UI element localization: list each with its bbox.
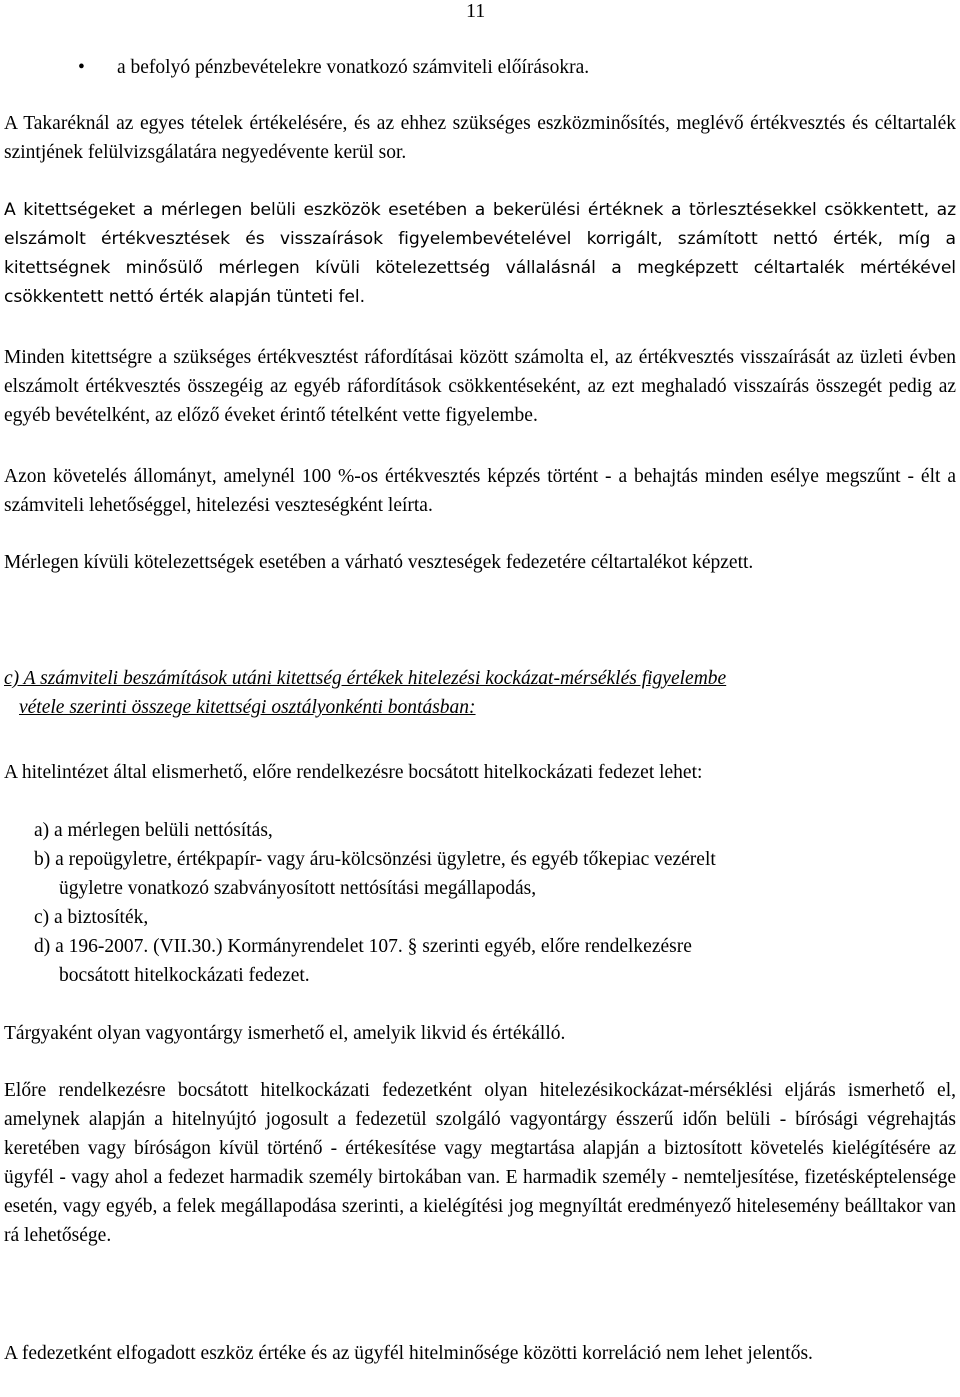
bullet-dot-icon: • (78, 57, 85, 78)
list-item-b (34, 845, 956, 903)
paragraph-impairment: Minden kitettségre a szükséges értékvesztést ráfordításai között számolta el, az értékvesztés visszaírását az üzleti évben elszámolt értékvesztés összegéig az egyéb ráfordítások csökkentéseként, az ezt meghaladó visszaírás összegét pedig az egyéb bevételként, az előző éveket érintő tételként vette figyelembe. (4, 347, 956, 426)
paragraph-exposures: A kitettségeket a mérlegen belüli eszközök esetében a bekerülési értéknek a törlesztésekkel csökkentett, az elszámolt értékvesztések és visszaírások figyelembevételével korrigált, számított nettó érték, míg a kitettségnek minősülő mérlegen kívüli kötelezettség vállalásnál a megképzett céltartalék mértékével csökkentett nettó érték alapján tünteti fel. (4, 200, 956, 307)
paragraph-review: A Takaréknál az egyes tételek értékelésére, és az ehhez szükséges eszközminősítés, meglévő értékvesztés és céltartalék szintjének felülvizsgálatára negyedévente kerül sor. (4, 113, 956, 163)
section-heading-continuation: vétele szerinti összege kitettségi osztályonkénti bontásban: (19, 697, 476, 718)
paragraph-credit-protection: A hitelintézet által elismerhető, előre rendelkezésre bocsátott hitelkockázati fedezet lehet: (4, 762, 703, 783)
paragraph-funded-protection: Előre rendelkezésre bocsátott hitelkockázati fedezetként olyan hitelezésikockázat-mérséklési eljárás ismerhető el, amelynek alapján a hitelnyújtó jogosult a fedezetül szolgáló vagyontárgy ésszerű időn belüli - bírósági végrehajtás keretében vagy bíróságon kívül történő - értékesítése vagy megtartása alapján a biztosított követelés kielégítésére az ügyfél - vagy ahol a fedezet harmadik személy birtokában van. E harmadik személy - nemteljesítése, fizetésképtelensége esetén, vagy egyéb, a felek megállapodása szerinti, a kielégítési jog megnyíltát eredményező hitelesemény beálltakor van rá lehetősége. (4, 1080, 956, 1246)
paragraph-correlation: A fedezetként elfogadott eszköz értéke és az ügyfél hitelminősége közötti korreláció nem lehet jelentős. (4, 1343, 813, 1364)
list-item-d-line1: d) a 196-2007. (VII.30.) Kormányrendelet 107. § szerinti egyéb, előre rendelkezésre (34, 936, 692, 957)
list-item-d-line2: bocsátott hitelkockázati fedezet. (59, 965, 310, 986)
list-item-c: c) a biztosíték, (34, 907, 149, 928)
list-item-d (34, 932, 956, 990)
list-item-a: a) a mérlegen belüli nettósítás, (34, 820, 273, 841)
paragraph-writeoff: Azon követelés állományt, amelynél 100 %-os értékvesztés képzés történt - a behajtás minden esélye megszűnt - élt a számviteli lehetőséggel, hitelezési veszteségként leírta. (4, 466, 956, 516)
bullet-text: a befolyó pénzbevételekre vonatkozó számviteli előírásokra. (117, 57, 590, 78)
list-item-b-line2: ügyletre vonatkozó szabványosított nettósítási megállapodás, (59, 878, 537, 899)
paragraph-provisions: Mérlegen kívüli kötelezettségek esetében a várható veszteségek fedezetére céltartalékot képzett. (4, 552, 754, 573)
page-number: 11 (466, 0, 486, 22)
list-item-b-line1: b) a repoügyletre, értékpapír- vagy áru-kölcsönzési ügyletre, és egyéb tőkepiac vezérelt (34, 849, 716, 870)
section-heading: c) A számviteli beszámítások utáni kitettség értékek hitelezési kockázat-mérséklés figyelembe (4, 668, 727, 689)
paragraph-collateral-subject: Tárgyaként olyan vagyontárgy ismerhető el, amelyik likvid és értékálló. (4, 1023, 566, 1044)
